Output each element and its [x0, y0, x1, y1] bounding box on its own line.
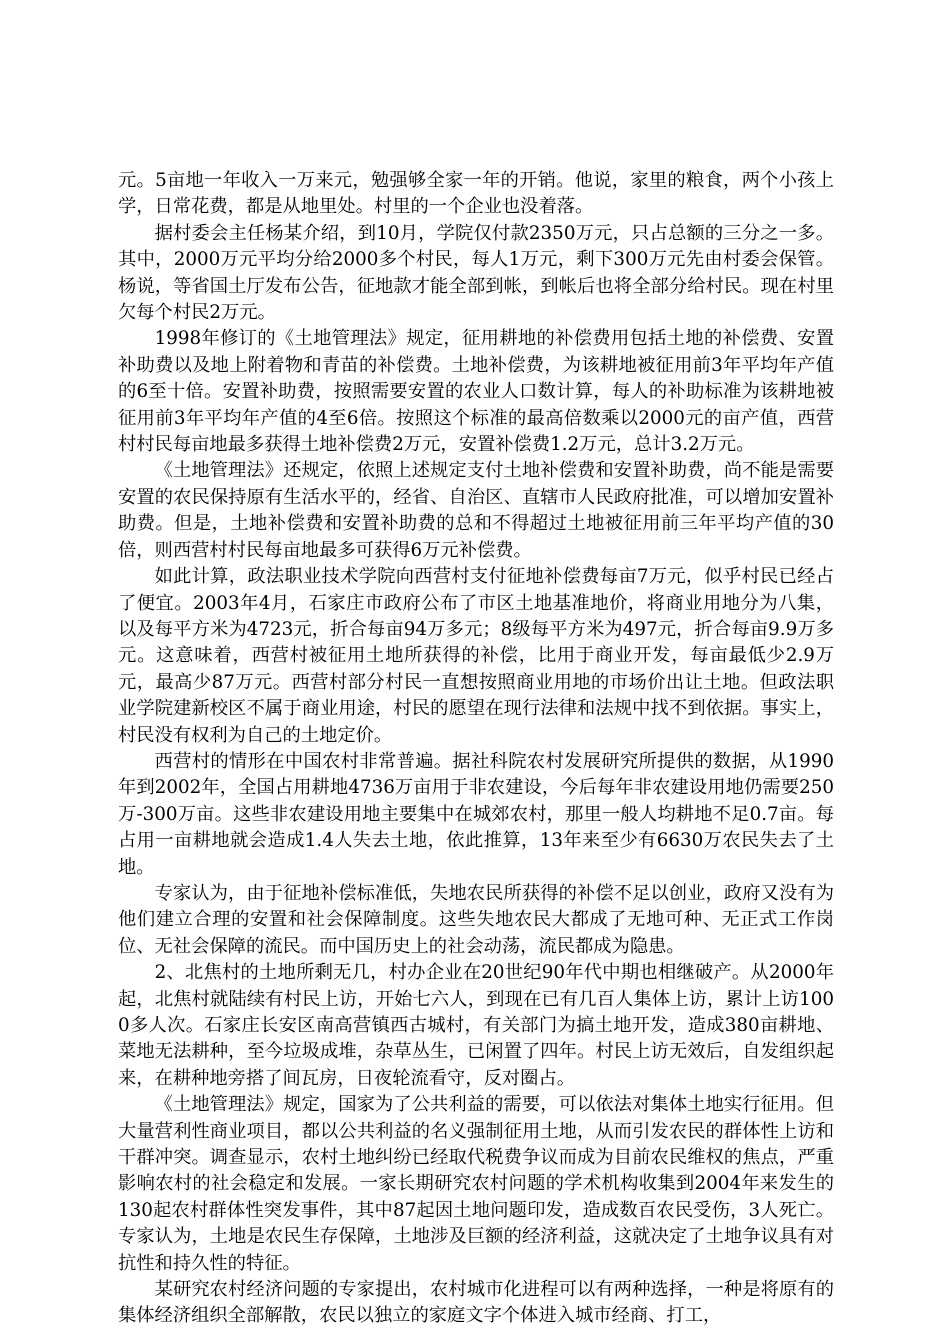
document-page	[118, 168, 834, 1330]
paragraph-3: 1998年修订的《土地管理法》规定，征用耕地的补偿费用包括土地的补偿费、安置补助费以及地上附着物和青苗的补偿费。土地补偿费，为该耕地被征用前3年平均年产值的6至十倍。安置补助费，按照需要安置的农业人口数计算，每人的补助标准为该耕地被征用前3年平均年产值的4至6倍。按照这个标准的最高倍数乘以2000元的亩产值，西营村村民每亩地最多获得土地补偿费2万元，安置补偿费1.2万元，总计3.2万元。	[118, 328, 834, 456]
paragraph-5: 如此计算，政法职业技术学院向西营村支付征地补偿费每亩7万元，似乎村民已经占了便宜。2003年4月，石家庄市政府公布了市区土地基准地价，将商业用地分为八集，以及每平方米为4723元，折合每亩94万多元；8级每平方米为497元，折合每亩9.9万多元。这意味着，西营村被征用土地所获得的补偿，比用于商业开发，每亩最低少2.9万元，最高少87万元。西营村部分村民一直想按照商业用地的市场价出让土地。但政法职业学院建新校区不属于商业用途，村民的愿望在现行法律和法规中找不到依据。事实上，村民没有权利为自己的土地定价。	[118, 566, 834, 746]
paragraph-7: 专家认为，由于征地补偿标准低，失地农民所获得的补偿不足以创业，政府又没有为他们建立合理的安置和社会保障制度。这些失地农民大都成了无地可种、无正式工作岗位、无社会保障的流民。而中国历史上的社会动荡，流民都成为隐患。	[118, 882, 834, 957]
paragraph-10: 某研究农村经济问题的专家提出，农村城市化进程可以有两种选择，一种是将原有的集体经济组织全部解散，农民以独立的家庭文字个体进入城市经商、打工，	[118, 1279, 834, 1327]
paragraph-6: 西营村的情形在中国农村非常普遍。据社科院农村发展研究所提供的数据，从1990年到2002年，全国占用耕地4736万亩用于非农建设，今后每年非农建设用地仍需要250万-300万亩。这些非农建设用地主要集中在城郊农村，那里一般人均耕地不足0.7亩。每占用一亩耕地就会造成1.4人失去土地，依此推算，13年来至少有6630万农民失去了土地。	[118, 750, 834, 878]
paragraph-9: 《土地管理法》规定，国家为了公共利益的需要，可以依法对集体土地实行征用。但大量营利性商业项目，都以公共利益的名义强制征用土地，从而引发农民的群体性上访和干群冲突。调查显示，农村土地纠纷已经取代税费争议而成为目前农民维权的焦点，严重影响农村的社会稳定和发展。一家长期研究农村问题的学术机构收集到2004年来发生的130起农村群体性突发事件，其中87起因土地问题印发，造成数百农民受伤，3人死亡。专家认为，土地是农民生存保障，土地涉及巨额的经济利益，这就决定了土地争议具有对抗性和持久性的特征。	[118, 1094, 834, 1274]
paragraph-2: 据村委会主任杨某介绍，到10月，学院仅付款2350万元，只占总额的三分之一多。其中，2000万元平均分给2000多个村民，每人1万元，剩下300万元先由村委会保管。杨说，等省国土厅发布公告，征地款才能全部到帐，到帐后也将全部分给村民。现在村里欠每个村民2万元。	[118, 222, 834, 324]
paragraph-8: 2、北焦村的土地所剩无几，村办企业在20世纪90年代中期也相继破产。从2000年起，北焦村就陆续有村民上访，开始七六人，到现在已有几百人集体上访，累计上访1000多人次。石家庄长安区南高营镇西古城村，有关部门为搞土地开发，造成380亩耕地、菜地无法耕种，至今垃圾成堆，杂草丛生，已闲置了四年。村民上访无效后，自发组织起来，在耕种地旁搭了间瓦房，日夜轮流看守，反对圈占。	[118, 962, 834, 1089]
paragraph-4: 《土地管理法》还规定，依照上述规定支付土地补偿费和安置补助费，尚不能是需要安置的农民保持原有生活水平的，经省、自治区、直辖市人民政府批准，可以增加安置补助费。但是，土地补偿费和安置补助费的总和不得超过土地被征用前三年平均产值的30倍，则西营村村民每亩地最多可获得6万元补偿费。	[118, 460, 834, 561]
paragraph-1: 元。5亩地一年收入一万来元，勉强够全家一年的开销。他说，家里的粮食，两个小孩上学，日常花费，都是从地里处。村里的一个企业也没着落。	[118, 170, 834, 218]
